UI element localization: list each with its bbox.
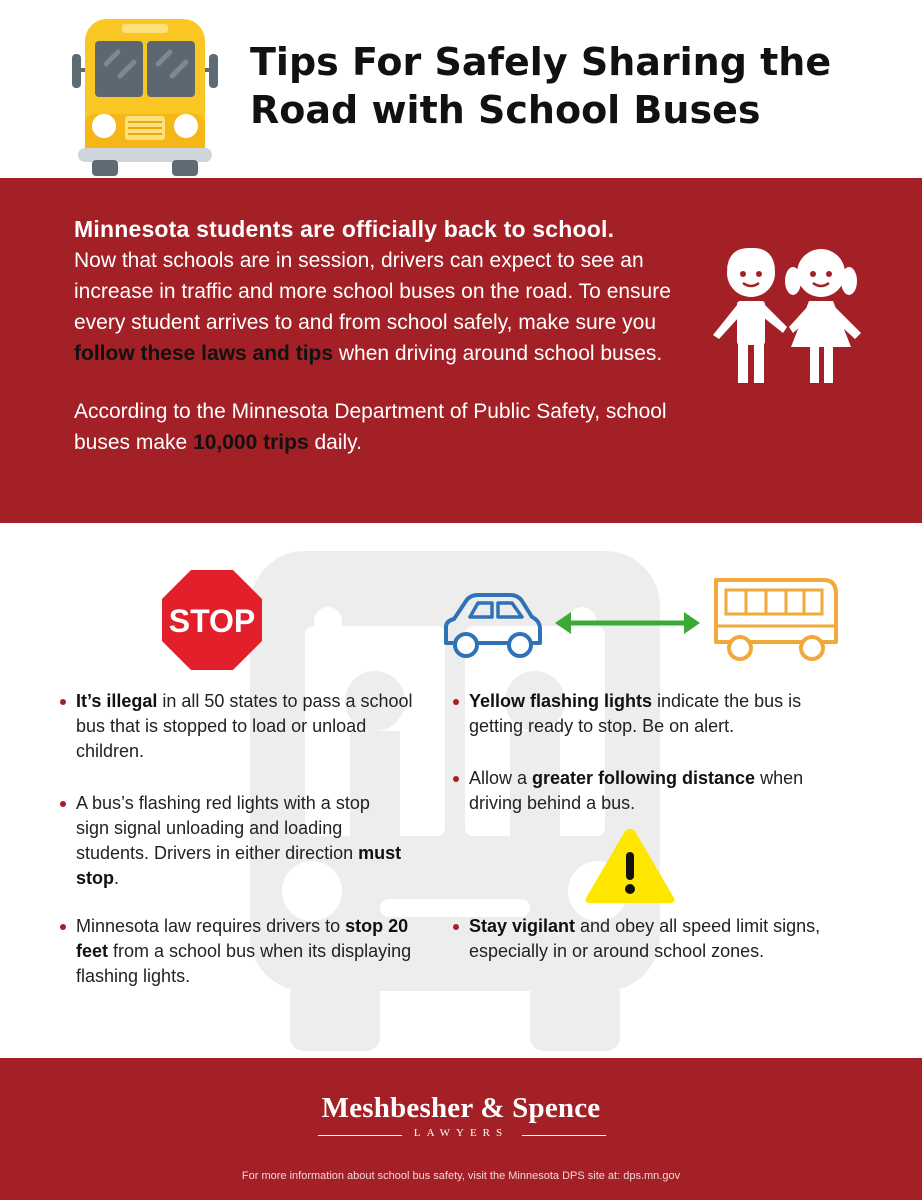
tip-yellow-lights	[453, 689, 849, 739]
intro-paragraph-text: Now that schools are in session, drivers can expect to see an increase in traffic and more school buses on the road. To ensure every student arrives to and from school safely, make sure you	[74, 249, 671, 334]
tip-emphasis: Stay vigilant	[469, 916, 576, 936]
tip-text: Allow a	[469, 768, 533, 788]
tip-text: in all 50 states to pass a school bus that is stopped to load or unload children.	[76, 691, 413, 761]
logo-rule-right	[522, 1135, 606, 1136]
tip-flashing-red-lights	[60, 791, 406, 891]
tip-text: and obey all speed limit signs, especially in or around school zones.	[469, 916, 821, 961]
school-bus-front-icon	[70, 14, 220, 178]
car-icon	[440, 591, 545, 663]
tip-emphasis: It’s illegal	[76, 691, 158, 711]
footer-note: For more information about school bus safety, visit the Minnesota DPS site at: dps.mn.gov	[241, 1170, 681, 1182]
tip-text: Minnesota law requires drivers to	[76, 916, 346, 936]
firm-logo-subtitle: LAWYERS	[413, 1127, 509, 1139]
bus-side-icon	[712, 576, 842, 664]
intro-text	[74, 214, 694, 458]
tip-emphasis: greater following distance	[532, 768, 756, 788]
footer	[0, 1058, 922, 1200]
stat-text-end: daily.	[308, 431, 362, 454]
firm-logo-name: Meshbesher & Spence	[321, 1092, 601, 1124]
tip-stop-distance	[60, 914, 426, 989]
stop-sign-label: STOP	[168, 603, 256, 639]
intro-section	[0, 178, 922, 523]
tip-emphasis: stop 20 feet	[76, 916, 409, 961]
header	[0, 0, 922, 178]
tip-emphasis: Yellow flashing lights	[469, 691, 653, 711]
intro-paragraph-text-end: when driving around school buses.	[333, 342, 663, 365]
intro-stat	[74, 396, 694, 458]
stat-text: According to the Minnesota Department of Public Safety, school buses make	[74, 400, 667, 454]
tip-following-distance	[453, 766, 859, 816]
stop-sign-icon	[160, 568, 264, 672]
warning-icon	[583, 826, 677, 906]
intro-heading: Minnesota students are officially back to school.	[74, 216, 615, 242]
page-title: Tips For Safely Sharing the Road with School Buses	[250, 40, 832, 132]
tip-illegal-passing	[60, 689, 416, 764]
tip-emphasis: must stop	[76, 843, 402, 888]
tip-text-end: from a school bus when its displaying flashing lights.	[76, 941, 412, 986]
tip-text-end: .	[114, 868, 120, 888]
children-icon	[705, 243, 870, 383]
double-arrow-icon	[555, 611, 700, 635]
tip-text: indicate the bus is getting ready to stop. Be on alert.	[469, 691, 802, 736]
tips-section	[0, 523, 922, 1058]
stat-emphasis: 10,000 trips	[193, 431, 309, 454]
intro-paragraph-emphasis: follow these laws and tips	[74, 342, 334, 365]
intro-paragraph	[74, 245, 694, 369]
tip-text: A bus’s flashing red lights with a stop sign signal unloading and loading students. Drivers in either direction	[76, 793, 370, 863]
tip-text-end: when driving behind a bus.	[469, 768, 804, 813]
tip-stay-vigilant	[453, 914, 869, 964]
